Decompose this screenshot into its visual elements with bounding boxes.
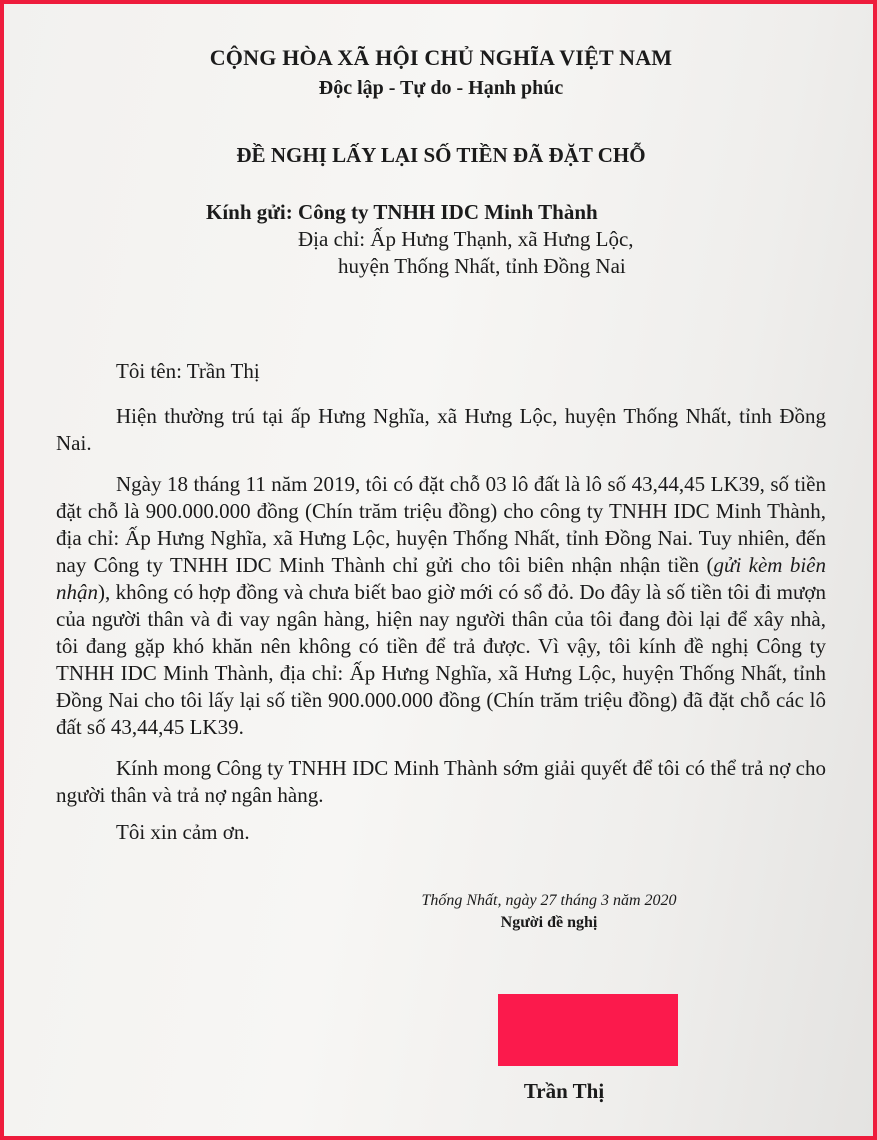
document-page: [56, 34, 826, 846]
signature-redaction: [498, 994, 678, 1066]
recipient-address-line1: Địa chỉ: Ấp Hưng Thạnh, xã Hưng Lộc,: [298, 227, 634, 251]
signature-block: [349, 892, 749, 932]
place-date: Thống Nhất, ngày 27 tháng 3 năm 2020: [421, 892, 677, 909]
main-paragraph-text-before: Ngày 18 tháng 11 năm 2019, tôi có đặt chỗ 03 lô đất là lô số 43,44,45 LK39, số tiền đặt chỗ là 900.000.000 đồng (Chín trăm triệu đồng) cho công ty TNHH IDC Minh Thành, địa chỉ: Ấp Hưng Nghĩa, xã Hưng Lộc, huyện Thống Nhất, tỉnh Đồng Nai. Tuy nhiên, đến nay Công ty TNHH IDC Minh Thành chỉ gửi cho tôi biên nhận nhận tiền (: [56, 472, 826, 577]
main-paragraph-text-after: ), không có hợp đồng và chưa biết bao giờ mới có sổ đỏ. Do đây là số tiền tôi đi mượn của người thân và đi vay ngân hàng, hiện nay người thân của tôi đang đòi lại để xây nhà, tôi đang gặp khó khăn nên không có tiền để trả được. Vì vậy, tôi kính đề nghị Công ty TNHH IDC Minh Thành, địa chỉ: Ấp Hưng Nghĩa, xã Hưng Lộc, huyện Thống Nhất, tỉnh Đồng Nai cho tôi lấy lại số tiền 900.000.000 đồng (Chín trăm triệu đồng) đã đặt chỗ các lô đất số 43,44,45 LK39.: [56, 580, 826, 739]
main-paragraph-italic: gửi kèm biên nhận: [56, 553, 826, 604]
recipient-block: [56, 199, 826, 280]
request-paragraph: Kính mong Công ty TNHH IDC Minh Thành sớm giải quyết để tôi có thể trả nợ cho người thân và trả nợ ngân hàng.: [56, 756, 826, 807]
signer-title: Người đề nghị: [500, 914, 598, 931]
document-title: ĐỀ NGHỊ LẤY LẠI SỐ TIỀN ĐÃ ĐẶT CHỖ: [236, 143, 646, 167]
recipient-address-line2: huyện Thống Nhất, tỉnh Đồng Nai: [338, 254, 626, 278]
signer-name: Trần Thị: [523, 1079, 605, 1103]
main-paragraph: [56, 471, 826, 741]
nation-heading: CỘNG HÒA XÃ HỘI CHỦ NGHĨA VIỆT NAM: [209, 45, 673, 70]
motto-heading: Độc lập - Tự do - Hạnh phúc: [318, 77, 564, 99]
thanks-line: Tôi xin cảm ơn.: [116, 820, 250, 844]
residence-paragraph: Hiện thường trú tại ấp Hưng Nghĩa, xã Hưng Lộc, huyện Thống Nhất, tỉnh Đồng Nai.: [56, 404, 826, 455]
recipient-to: Kính gửi: Công ty TNHH IDC Minh Thành: [206, 200, 598, 224]
applicant-name: Tôi tên: Trần Thị: [116, 359, 260, 383]
